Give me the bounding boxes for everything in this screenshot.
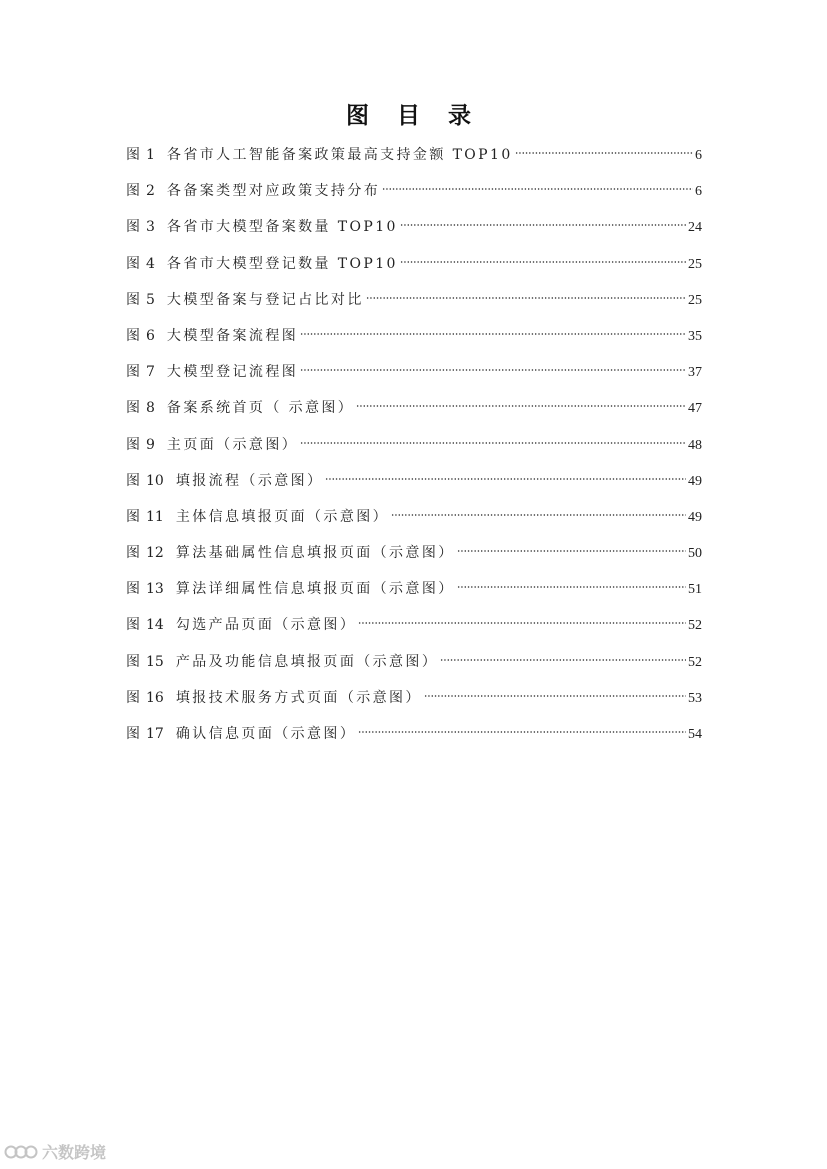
figure-number: 12 [146, 545, 164, 562]
figure-label: 图 [126, 689, 142, 706]
figure-number: 10 [146, 472, 164, 489]
toc-entry[interactable] [126, 145, 702, 181]
page-number: 35 [688, 328, 702, 344]
dot-leader [400, 259, 686, 265]
figure-title: 填报流程（示意图） [175, 472, 324, 489]
page-number: 49 [688, 509, 702, 525]
toc-entry[interactable] [126, 688, 702, 724]
dot-leader [366, 295, 686, 301]
figure-title: 大模型备案与登记占比对比 [166, 291, 364, 308]
figure-label: 图 [126, 147, 142, 163]
figure-title: 勾选产品页面（示意图） [175, 617, 357, 634]
figure-number: 3 [146, 219, 155, 236]
page-number: 53 [688, 690, 702, 706]
figure-label: 图 [126, 545, 142, 562]
figure-title: 备案系统首页（ 示意图） [166, 400, 355, 417]
page-number: 49 [688, 473, 702, 489]
figure-title: 确认信息页面（示意图） [175, 726, 357, 742]
page-number: 47 [688, 401, 702, 417]
figure-title: 各省市大模型备案数量 TOP10 [166, 219, 398, 236]
page-number: 37 [688, 365, 702, 381]
toc-entry[interactable] [126, 615, 702, 651]
dot-leader [424, 693, 686, 699]
figure-number: 5 [146, 291, 155, 308]
figure-label: 图 [126, 726, 142, 742]
toc-entry[interactable] [126, 362, 702, 398]
figure-label: 图 [126, 364, 142, 381]
logo-icon [4, 1142, 38, 1162]
figure-number: 17 [146, 726, 164, 742]
figure-title: 各省市大模型登记数量 TOP10 [166, 255, 398, 272]
figure-title: 各备案类型对应政策支持分布 [166, 183, 381, 200]
dot-leader [457, 548, 686, 554]
figure-label: 图 [126, 183, 142, 200]
dot-leader [400, 222, 686, 228]
toc-entry[interactable] [126, 435, 702, 471]
figure-label: 图 [126, 219, 142, 236]
figure-label: 图 [126, 436, 142, 453]
figure-title: 大模型备案流程图 [166, 327, 299, 344]
figure-number: 6 [146, 327, 155, 344]
figure-number: 16 [146, 689, 164, 706]
page-number: 51 [688, 582, 702, 598]
figure-number: 8 [146, 400, 155, 417]
figure-title: 大模型登记流程图 [166, 364, 299, 381]
figure-number: 1 [146, 147, 155, 163]
figure-label: 图 [126, 581, 142, 598]
figure-title: 主页面（示意图） [166, 436, 299, 453]
toc-entry[interactable] [126, 181, 702, 217]
figure-title: 主体信息填报页面（示意图） [175, 508, 390, 525]
toc-entry[interactable] [126, 724, 702, 760]
watermark [4, 1140, 106, 1163]
watermark-text: 六数跨境 [42, 1143, 107, 1162]
dot-leader [358, 620, 686, 626]
figure-label: 图 [126, 255, 142, 272]
page-number: 50 [688, 546, 702, 562]
figure-title: 算法详细属性信息填报页面（示意图） [175, 581, 455, 598]
figure-label: 图 [126, 327, 142, 344]
figure-title: 产品及功能信息填报页面（示意图） [175, 653, 439, 670]
page-number: 48 [688, 437, 702, 453]
figure-number: 9 [146, 436, 155, 453]
figure-label: 图 [126, 617, 142, 634]
page-title: 图 目 录 [345, 103, 481, 129]
toc-entry[interactable] [126, 217, 702, 253]
toc-entry[interactable] [126, 471, 702, 507]
figure-label: 图 [126, 653, 142, 670]
figure-number: 2 [146, 183, 155, 200]
figure-number: 13 [146, 581, 164, 598]
page-number: 25 [688, 292, 702, 308]
dot-leader [358, 729, 686, 735]
page-number: 6 [695, 184, 702, 200]
page-number: 6 [695, 148, 702, 163]
toc-entry[interactable] [126, 579, 702, 615]
figure-number: 4 [146, 255, 155, 272]
toc-entry[interactable] [126, 326, 702, 362]
figure-number: 15 [146, 653, 164, 670]
dot-leader [300, 367, 686, 373]
dot-leader [515, 150, 693, 156]
figure-label: 图 [126, 291, 142, 308]
figure-list [126, 145, 702, 760]
dot-leader [300, 440, 686, 446]
figure-label: 图 [126, 472, 142, 489]
page-number: 54 [688, 727, 702, 742]
figure-label: 图 [126, 508, 142, 525]
toc-entry[interactable] [126, 652, 702, 688]
toc-entry[interactable] [126, 290, 702, 326]
figure-title: 算法基础属性信息填报页面（示意图） [175, 545, 455, 562]
page-number: 24 [688, 220, 702, 236]
toc-entry[interactable] [126, 254, 702, 290]
dot-leader [440, 657, 686, 663]
toc-entry[interactable] [126, 543, 702, 579]
dot-leader [356, 403, 686, 409]
toc-entry[interactable] [126, 507, 702, 543]
dot-leader [391, 512, 686, 518]
figure-number: 7 [146, 364, 155, 381]
figure-number: 14 [146, 617, 164, 634]
figure-title: 各省市人工智能备案政策最高支持金额 TOP10 [166, 147, 513, 163]
dot-leader [382, 186, 693, 192]
page-number: 52 [688, 654, 702, 670]
figure-number: 11 [146, 508, 164, 525]
figure-title: 填报技术服务方式页面（示意图） [175, 689, 422, 706]
toc-entry[interactable] [126, 398, 702, 434]
page-number: 25 [688, 256, 702, 272]
figure-label: 图 [126, 400, 142, 417]
page-number: 52 [688, 618, 702, 634]
dot-leader [325, 476, 686, 482]
dot-leader [300, 331, 686, 337]
dot-leader [457, 584, 686, 590]
